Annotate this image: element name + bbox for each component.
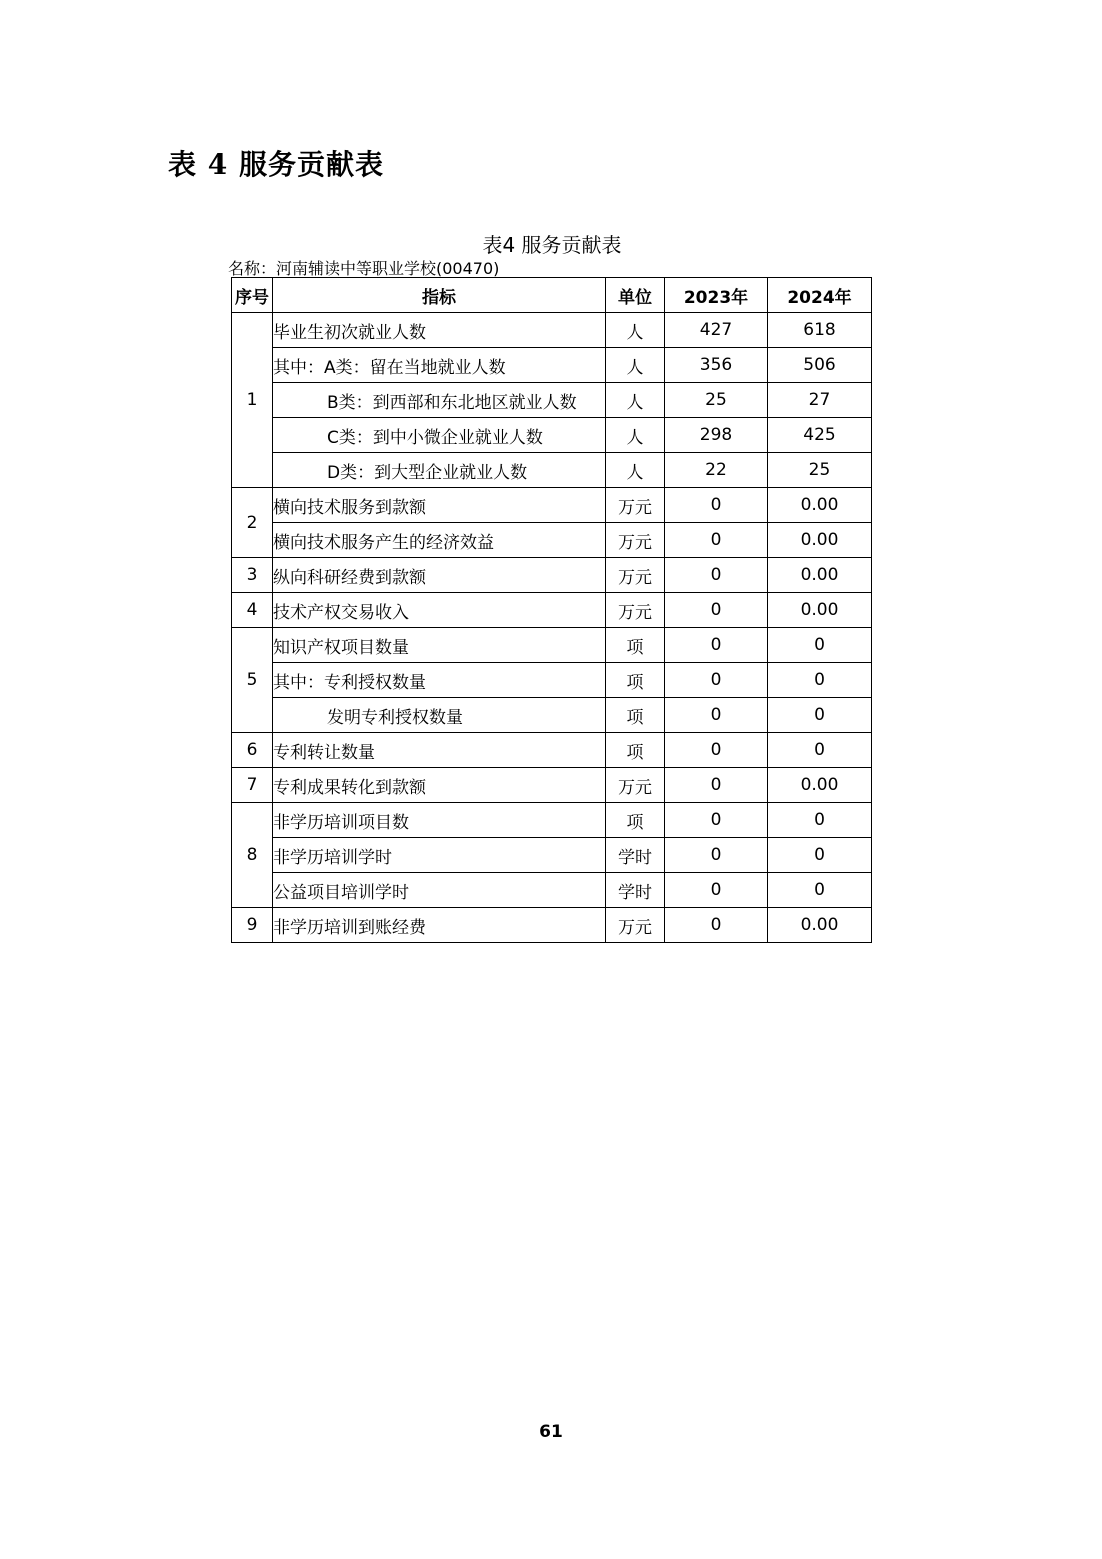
cell-unit: 万元 (606, 768, 665, 803)
table-row (232, 663, 872, 698)
cell-indicator: B类：到西部和东北地区就业人数 (273, 383, 606, 418)
cell-value-2024: 0 (768, 733, 872, 768)
cell-value-2023: 0 (665, 698, 768, 733)
cell-indicator: 纵向科研经费到款额 (273, 558, 606, 593)
cell-unit: 项 (606, 733, 665, 768)
cell-value-2024: 0.00 (768, 523, 872, 558)
cell-seq: 4 (232, 593, 273, 628)
cell-value-2023: 0 (665, 908, 768, 943)
table-row (232, 733, 872, 768)
cell-value-2023: 0 (665, 733, 768, 768)
cell-value-2024: 0.00 (768, 768, 872, 803)
cell-value-2023: 0 (665, 523, 768, 558)
cell-indicator: 横向技术服务产生的经济效益 (273, 523, 606, 558)
table-row (232, 873, 872, 908)
cell-value-2023: 0 (665, 558, 768, 593)
cell-value-2023: 22 (665, 453, 768, 488)
cell-value-2024: 0.00 (768, 488, 872, 523)
table-row (232, 593, 872, 628)
cell-unit: 项 (606, 698, 665, 733)
cell-value-2024: 0.00 (768, 908, 872, 943)
cell-unit: 项 (606, 803, 665, 838)
cell-value-2023: 25 (665, 383, 768, 418)
header-2023: 2023年 (665, 278, 768, 313)
cell-indicator: 其中：A类：留在当地就业人数 (273, 348, 606, 383)
cell-value-2023: 356 (665, 348, 768, 383)
cell-value-2024: 0 (768, 698, 872, 733)
table-row (232, 908, 872, 943)
cell-seq: 2 (232, 488, 273, 558)
header-unit: 单位 (606, 278, 665, 313)
cell-indicator: 其中：专利授权数量 (273, 663, 606, 698)
cell-indicator: D类：到大型企业就业人数 (273, 453, 606, 488)
cell-value-2023: 0 (665, 768, 768, 803)
cell-indicator: 非学历培训学时 (273, 838, 606, 873)
cell-unit: 人 (606, 453, 665, 488)
header-seq: 序号 (232, 278, 273, 313)
cell-seq: 6 (232, 733, 273, 768)
cell-indicator: 专利成果转化到款额 (273, 768, 606, 803)
table-body (232, 313, 872, 943)
cell-unit: 万元 (606, 593, 665, 628)
page-number: 61 (539, 1422, 563, 1442)
header-2024: 2024年 (768, 278, 872, 313)
cell-value-2024: 0 (768, 628, 872, 663)
cell-unit: 项 (606, 628, 665, 663)
cell-value-2024: 0.00 (768, 593, 872, 628)
cell-seq: 5 (232, 628, 273, 733)
cell-value-2024: 0 (768, 803, 872, 838)
cell-value-2023: 0 (665, 488, 768, 523)
table-row (232, 453, 872, 488)
cell-seq: 9 (232, 908, 273, 943)
cell-value-2023: 0 (665, 628, 768, 663)
cell-value-2024: 425 (768, 418, 872, 453)
cell-indicator: 非学历培训到账经费 (273, 908, 606, 943)
table-row (232, 698, 872, 733)
header-indicator: 指标 (273, 278, 606, 313)
cell-value-2024: 0.00 (768, 558, 872, 593)
cell-indicator: 毕业生初次就业人数 (273, 313, 606, 348)
cell-unit: 学时 (606, 873, 665, 908)
cell-unit: 万元 (606, 523, 665, 558)
table-row (232, 803, 872, 838)
cell-unit: 人 (606, 383, 665, 418)
page-heading: 表 4 服务贡献表 (168, 148, 384, 181)
cell-value-2024: 25 (768, 453, 872, 488)
cell-value-2023: 0 (665, 593, 768, 628)
table-header-row (232, 278, 872, 313)
table-row (232, 418, 872, 453)
table-row (232, 383, 872, 418)
cell-value-2024: 506 (768, 348, 872, 383)
cell-value-2023: 298 (665, 418, 768, 453)
cell-seq: 1 (232, 313, 273, 488)
cell-indicator: 发明专利授权数量 (273, 698, 606, 733)
cell-value-2023: 0 (665, 873, 768, 908)
cell-value-2023: 0 (665, 838, 768, 873)
table-row (232, 838, 872, 873)
cell-unit: 万元 (606, 908, 665, 943)
cell-seq: 3 (232, 558, 273, 593)
table-row (232, 313, 872, 348)
cell-indicator: 横向技术服务到款额 (273, 488, 606, 523)
cell-unit: 项 (606, 663, 665, 698)
cell-value-2024: 0 (768, 838, 872, 873)
cell-indicator: 知识产权项目数量 (273, 628, 606, 663)
cell-unit: 人 (606, 418, 665, 453)
table-caption: 表4 服务贡献表 (482, 233, 622, 257)
cell-value-2023: 0 (665, 803, 768, 838)
service-contribution-table (231, 277, 872, 943)
table-row (232, 558, 872, 593)
school-name: 名称：河南辅读中等职业学校(00470) (228, 259, 500, 278)
cell-indicator: 非学历培训项目数 (273, 803, 606, 838)
cell-seq: 8 (232, 803, 273, 908)
cell-indicator: 专利转让数量 (273, 733, 606, 768)
table-row (232, 488, 872, 523)
table-row (232, 628, 872, 663)
cell-value-2024: 618 (768, 313, 872, 348)
cell-indicator: C类：到中小微企业就业人数 (273, 418, 606, 453)
cell-unit: 学时 (606, 838, 665, 873)
cell-value-2023: 0 (665, 663, 768, 698)
table-row (232, 768, 872, 803)
cell-unit: 人 (606, 348, 665, 383)
cell-unit: 万元 (606, 558, 665, 593)
cell-value-2024: 27 (768, 383, 872, 418)
cell-unit: 万元 (606, 488, 665, 523)
cell-value-2023: 427 (665, 313, 768, 348)
cell-value-2024: 0 (768, 663, 872, 698)
table-row (232, 523, 872, 558)
cell-indicator: 技术产权交易收入 (273, 593, 606, 628)
cell-seq: 7 (232, 768, 273, 803)
cell-indicator: 公益项目培训学时 (273, 873, 606, 908)
table-row (232, 348, 872, 383)
cell-value-2024: 0 (768, 873, 872, 908)
cell-unit: 人 (606, 313, 665, 348)
